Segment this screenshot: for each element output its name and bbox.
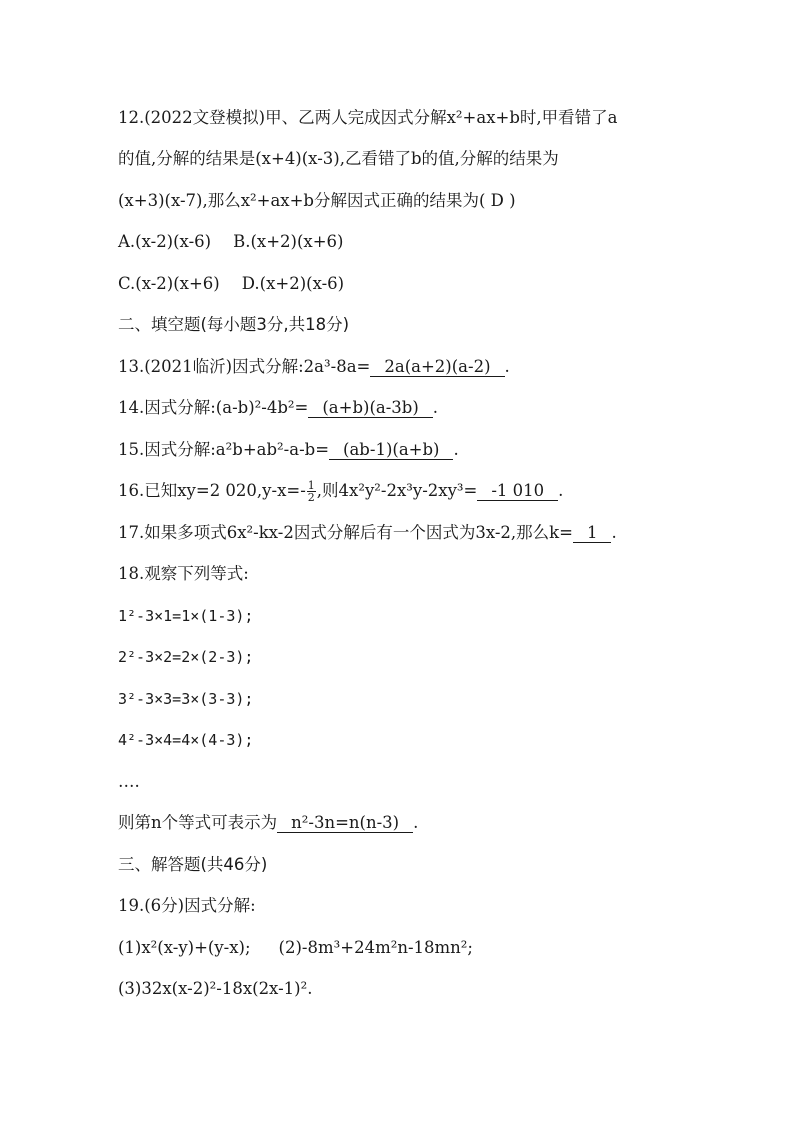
q16-suffix: .	[558, 481, 564, 500]
q18-answer: n²-3n=n(n-3)	[277, 814, 413, 833]
q16-middle: ,则4x²y²-2x³y-2xy³=	[316, 481, 478, 500]
q13-suffix: .	[504, 357, 510, 376]
q16-fraction-denominator: 2	[307, 491, 315, 504]
q19-part-3: (3)32x(x-2)²-18x(2x-1)².	[118, 979, 313, 998]
q18-equation-3: 3²-3×3=3×(3-3);	[118, 690, 254, 708]
q16-answer: -1 010	[477, 482, 558, 501]
q18-conclusion	[118, 812, 418, 834]
q19-parts-row-1	[118, 937, 473, 959]
q12-line-1: 12.(2022文登模拟)甲、乙两人完成因式分解x²+ax+b时,甲看错了a	[118, 108, 618, 127]
q18-equation-1: 1²-3×1=1×(1-3);	[118, 607, 254, 625]
section-2-heading: 二、填空题(每小题3分,共18分)	[118, 315, 350, 334]
q14-answer: (a+b)(a-3b)	[308, 399, 432, 418]
q19-part-2: (2)-8m³+24m²n-18mn²;	[278, 938, 473, 957]
q12-option-b: B.(x+2)(x+6)	[233, 232, 344, 251]
q16-fraction	[307, 480, 316, 503]
q13	[118, 356, 510, 378]
q17-answer: 1	[573, 524, 612, 543]
q16	[118, 480, 563, 503]
q15-prefix: 15.因式分解:a²b+ab²-a-b=	[118, 440, 330, 459]
q12-line-2: 的值,分解的结果是(x+4)(x-3),乙看错了b的值,分解的结果为	[118, 149, 559, 168]
q12-options-row-1	[118, 231, 343, 253]
q14-suffix: .	[432, 398, 439, 417]
q12-line-3: (x+3)(x-7),那么x²+ax+b分解因式正确的结果为( D )	[118, 191, 516, 210]
q15-suffix: .	[453, 440, 459, 459]
q18-ellipsis: ….	[118, 772, 140, 791]
q12-option-d: D.(x+2)(x-6)	[241, 274, 345, 293]
q19-part-1: (1)x²(x-y)+(y-x);	[118, 938, 251, 957]
q18-equation-2: 2²-3×2=2×(2-3);	[118, 648, 254, 666]
q17-suffix: .	[611, 523, 617, 542]
q18-suffix: .	[413, 813, 419, 832]
q18-title: 18.观察下列等式:	[118, 564, 249, 583]
section-3-heading: 三、解答题(共46分)	[118, 855, 268, 874]
q17-prefix: 17.如果多项式6x²-kx-2因式分解后有一个因式为3x-2,那么k=	[118, 523, 573, 542]
q14	[118, 397, 438, 419]
q18-equation-4: 4²-3×4=4×(4-3);	[118, 731, 254, 749]
q18-conclusion-prefix: 则第n个等式可表示为	[118, 813, 278, 832]
q12-options-row-2	[118, 273, 344, 295]
q12-option-c: C.(x-2)(x+6)	[118, 274, 220, 293]
q19-title: 19.(6分)因式分解:	[118, 896, 256, 915]
q16-fraction-numerator: 1	[307, 479, 315, 492]
q17	[118, 522, 617, 544]
q13-answer: 2a(a+2)(a-2)	[370, 358, 504, 377]
q15-answer: (ab-1)(a+b)	[329, 441, 453, 460]
q15	[118, 439, 459, 461]
q13-prefix: 13.(2021临沂)因式分解:2a³-8a=	[118, 357, 371, 376]
q16-prefix: 16.已知xy=2 020,y-x=-	[118, 481, 306, 500]
q12-option-a: A.(x-2)(x-6)	[118, 232, 212, 251]
q14-prefix: 14.因式分解:(a-b)²-4b²=	[118, 398, 309, 417]
